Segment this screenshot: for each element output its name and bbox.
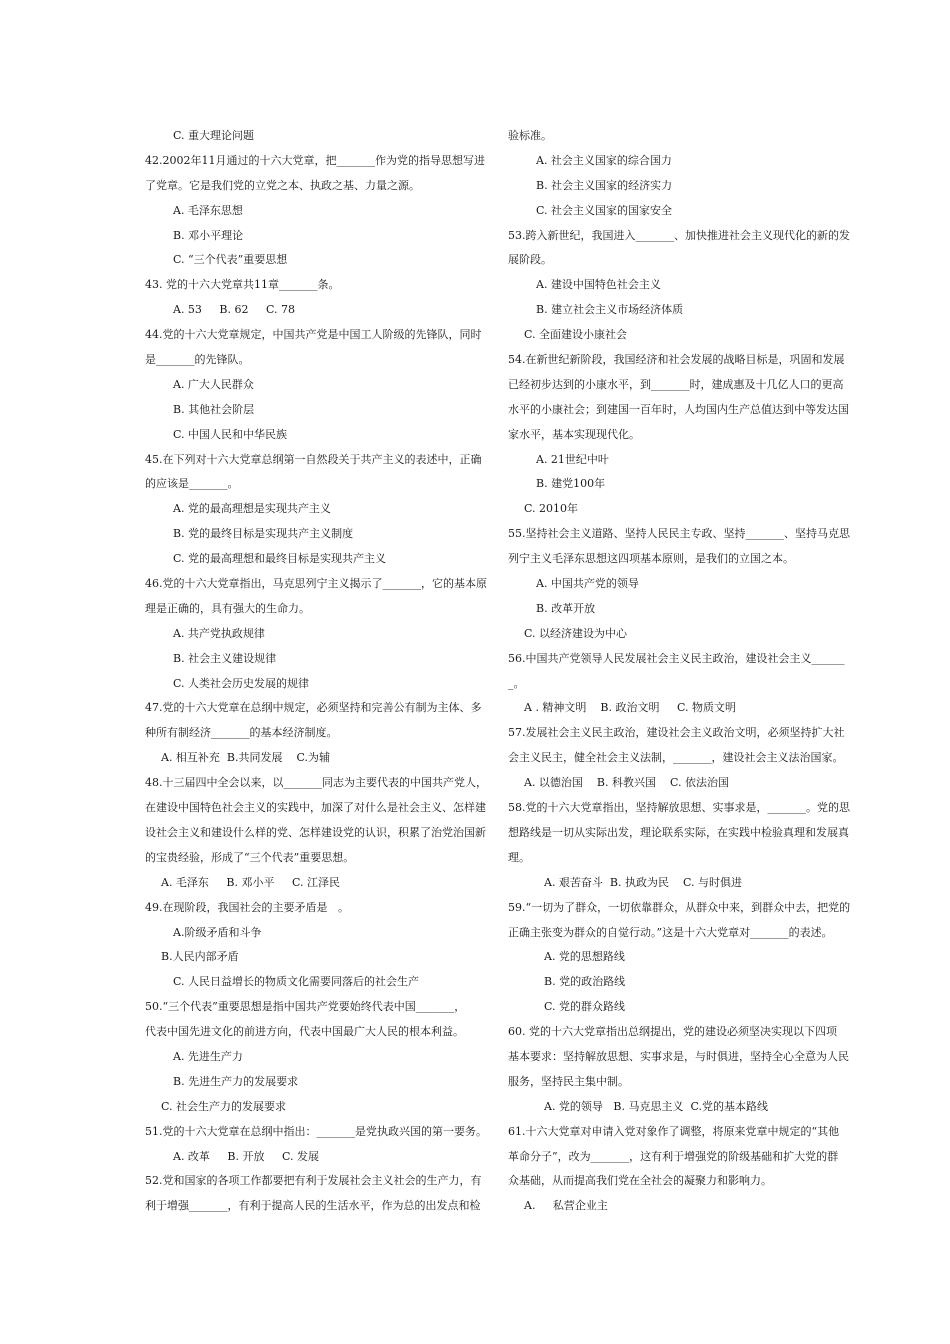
text-line: 展阶段。 <box>508 253 552 267</box>
text-line: A. 共产党执政规律 <box>173 626 265 640</box>
text-line: C. 党的最高理想和最终目标是实现共产主义 <box>173 552 387 566</box>
text-line: 水平的小康社会；到建国一百年时，人均国内生产总值达到中等发达国 <box>508 402 849 416</box>
text-line: A. 社会主义国家的综合国力 <box>536 153 672 167</box>
text-line: A. 毛泽东 B. 邓小平 C. 江泽民 <box>161 875 340 889</box>
text-line: 种所有制经济_______的基本经济制度。 <box>145 726 338 740</box>
text-line: B. 建党100年 <box>536 477 606 491</box>
text-line: C. 重大理论问题 <box>173 129 255 142</box>
text-line: A. 艰苦奋斗 B. 执政为民 C. 与时俱进 <box>544 875 743 889</box>
text-line: 46.党的十六大党章指出，马克思列宁主义揭示了_______，它的基本原 <box>145 577 487 591</box>
text-line: 想路线是一切从实际出发，理论联系实际，在实践中检验真理和发展真 <box>508 825 849 839</box>
text-line: A. 私营企业主 <box>524 1199 608 1213</box>
text-line: B. 改革开放 <box>536 601 596 615</box>
text-line: B. 建立社会主义市场经济体质 <box>536 303 684 317</box>
text-line: 了党章。它是我们党的立党之本、执政之基、力量之源。 <box>145 178 420 192</box>
right-column <box>508 124 851 1219</box>
text-line: 革命分子”，改为_______，这有利于增强党的阶级基础和扩大党的群 <box>508 1149 839 1163</box>
text-line: 55.坚持社会主义道路、坚持人民民主专政、坚持_______、坚持马克思 <box>508 527 850 541</box>
text-line: 53.跨入新世纪，我国进入_______、加快推进社会主义现代化的新的发 <box>508 228 850 242</box>
text-line: 家水平，基本实现现代化。 <box>508 427 640 441</box>
text-line: 会主义民主，健全社会主义法制，_______，建设社会主义法治国家。 <box>508 751 844 765</box>
text-line: A. 改革 B. 开放 C. 发展 <box>173 1149 319 1163</box>
text-line: A. 21世纪中叶 <box>536 452 609 466</box>
text-line: A. 中国共产党的领导 <box>536 577 639 591</box>
text-line: 52.党和国家的各项工作都要把有利于发展社会主义社会的生产力，有 <box>145 1174 482 1188</box>
text-line: 42.2002年11月通过的十六大党章，把_______作为党的指导思想写进 <box>145 153 485 167</box>
text-line: 48.十三届四中全会以来，以_______同志为主要代表的中国共产党人， <box>145 776 487 790</box>
text-line: C. 全面建设小康社会 <box>524 328 628 342</box>
text-line: 验标准。 <box>508 129 552 142</box>
text-line: C. 人类社会历史发展的规律 <box>173 676 310 690</box>
text-line: A . 精神文明 B. 政治文明 C. 物质文明 <box>524 701 736 715</box>
text-line: B. 其他社会阶层 <box>173 402 255 416</box>
text-line: 在建设中国特色社会主义的实践中，加深了对什么是社会主义、怎样建 <box>145 801 486 815</box>
text-line: A. 53 B. 62 C. 78 <box>173 303 295 317</box>
text-line: A. 广大人民群众 <box>173 377 254 391</box>
text-line: B. 社会主义建设规律 <box>173 651 277 665</box>
text-line: A. 党的最高理想是实现共产主义 <box>173 502 331 516</box>
text-line: C. 社会生产力的发展要求 <box>161 1099 287 1113</box>
text-line: 已经初步达到的小康水平，到_______时，建成惠及十几亿人口的更高 <box>508 377 844 391</box>
text-line: 61.十六大党章对申请入党对象作了调整，将原来党章中规定的“其他 <box>508 1124 840 1138</box>
text-line: 59.“一切为了群众，一切依靠群众，从群众中来，到群众中去，把党的 <box>508 900 851 914</box>
text-line: A. 先进生产力 <box>173 1049 243 1063</box>
text-line: 51.党的十六大党章在总纲中指出：_______是党执政兴国的第一要务。 <box>145 1124 487 1138</box>
text-line: B. 先进生产力的发展要求 <box>173 1074 299 1088</box>
text-line: A. 以德治国 B. 科教兴国 C. 依法治国 <box>524 776 730 790</box>
text-line: 47.党的十六大党章在总纲中规定，必须坚持和完善公有制为主体、多 <box>145 701 482 715</box>
text-line: 58.党的十六大党章指出，坚持解放思想、实事求是，_______。党的思 <box>508 801 850 815</box>
text-line: C. “三个代表”重要思想 <box>173 253 288 267</box>
text-line: C. 中国人民和中华民族 <box>173 427 288 441</box>
text-line: A. 党的领导 B. 马克思主义 C.党的基本路线 <box>544 1099 769 1113</box>
text-line: A. 党的思想路线 <box>544 950 625 964</box>
text-line: 众基础，从而提高我们党在全社会的凝聚力和影响力。 <box>508 1174 772 1188</box>
text-line: 60. 党的十六大党章指出总纲提出，党的建设必须坚决实现以下四项 <box>508 1025 837 1039</box>
text-line: C. 党的群众路线 <box>544 1000 626 1014</box>
text-line: 49.在现阶段，我国社会的主要矛盾是 。 <box>145 900 349 914</box>
text-line: A. 相互补充 B.共同发展 C.为辅 <box>161 751 331 765</box>
text-line: B. 邓小平理论 <box>173 228 244 242</box>
text-line: 理。 <box>508 850 530 864</box>
text-line: 43. 党的十六大党章共11章_______条。 <box>145 278 340 292</box>
text-line: B.人民内部矛盾 <box>161 950 239 964</box>
text-line: A. 建设中国特色社会主义 <box>536 278 661 292</box>
text-line: C. 社会主义国家的国家安全 <box>536 203 673 217</box>
text-line: C. 以经济建设为中心 <box>524 626 628 640</box>
text-line: 54.在新世纪新阶段，我国经济和社会发展的战略目标是，巩固和发展 <box>508 353 845 367</box>
text-line: 45.在下列对十六大党章总纲第一自然段关于共产主义的表述中，正确 <box>145 452 482 466</box>
text-line: A. 毛泽东思想 <box>173 203 243 217</box>
text-line: 代表中国先进文化的前进方向，代表中国最广大人民的根本利益。 <box>145 1025 464 1039</box>
text-line: 56.中国共产党领导人民发展社会主义民主政治，建设社会主义______ <box>508 651 845 665</box>
text-line: 57.发展社会主义民主政治，建设社会主义政治文明，必须坚持扩大社 <box>508 726 845 740</box>
text-line: 的应该是_______。 <box>145 477 239 491</box>
text-line: B. 党的最终目标是实现共产主义制度 <box>173 527 354 541</box>
text-line: 44.党的十六大党章规定，中国共产党是中国工人阶级的先锋队，同时 <box>145 328 482 342</box>
text-line: B. 社会主义国家的经济实力 <box>536 178 673 192</box>
text-line: C. 2010年 <box>524 502 579 516</box>
text-line: 的宝贵经验，形成了“三个代表”重要思想。 <box>145 850 355 864</box>
left-column <box>145 124 487 1219</box>
text-line: 列宁主义毛泽东思想这四项基本原则，是我们的立国之本。 <box>508 552 794 566</box>
text-line: 服务，坚持民主集中制。 <box>508 1074 629 1088</box>
text-line: 50.“三个代表”重要思想是指中国共产党要始终代表中国_______， <box>145 1000 466 1014</box>
text-line: C. 人民日益增长的物质文化需要同落后的社会生产 <box>173 975 420 989</box>
text-line: 理是正确的，具有强大的生命力。 <box>145 601 310 615</box>
text-line: 基本要求：坚持解放思想、实事求是，与时俱进，坚持全心全意为人民 <box>508 1049 849 1063</box>
text-line: 是_______的先锋队。 <box>145 353 250 367</box>
text-line: 设社会主义和建设什么样的党、怎样建设党的认识，积累了治党治国新 <box>145 825 486 839</box>
text-line: A.阶级矛盾和斗争 <box>173 925 262 939</box>
text-line: 正确主张变为群众的自觉行动。”这是十六大党章对_______的表述。 <box>508 925 833 939</box>
text-line: _。 <box>508 676 525 690</box>
text-line: 利于增强_______，有利于提高人民的生活水平，作为总的出发点和检 <box>145 1199 481 1213</box>
text-line: B. 党的政治路线 <box>544 975 626 989</box>
